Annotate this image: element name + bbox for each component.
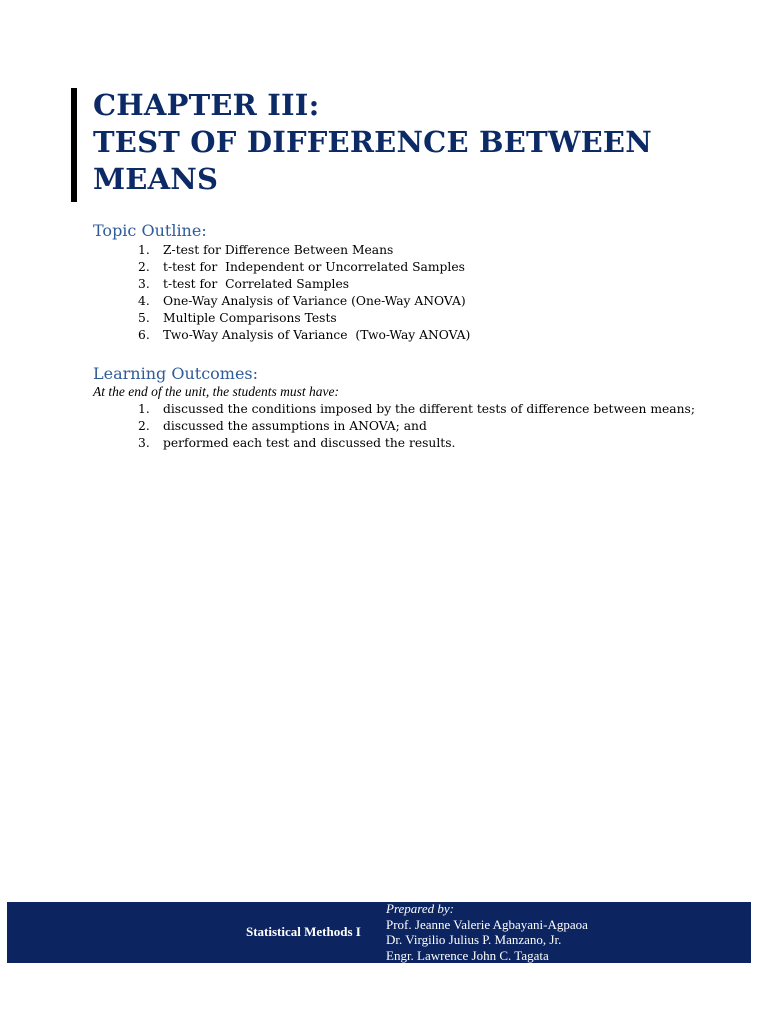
list-item (138, 327, 698, 344)
learning-outcomes-list (138, 401, 698, 452)
list-item (138, 401, 698, 418)
title-accent-bar (71, 88, 77, 202)
list-item-text: t-test for Correlated Samples (163, 277, 350, 291)
list-item-number: 1. (138, 243, 150, 257)
topic-outline-list (138, 242, 698, 344)
list-item-number: 5. (138, 311, 150, 325)
author-name: Engr. Lawrence John C. Tagata (386, 947, 549, 963)
list-item-text: discussed the conditions imposed by the different tests of difference between means; (163, 402, 695, 416)
list-item-number: 6. (138, 328, 150, 342)
course-name: Statistical Methods I (246, 924, 361, 939)
learning-outcomes-intro: At the end of the unit, the students must have: (93, 384, 339, 399)
list-item-number: 3. (138, 277, 150, 291)
list-item-text: Z-test for Difference Between Means (163, 243, 394, 257)
topic-outline-heading: Topic Outline: (93, 221, 207, 240)
list-item-number: 3. (138, 436, 150, 450)
list-item-number: 2. (138, 419, 150, 433)
list-item-text: discussed the assumptions in ANOVA; and (163, 419, 427, 433)
list-item-number: 1. (138, 402, 150, 416)
list-item-text: Multiple Comparisons Tests (163, 311, 337, 325)
list-item (138, 418, 698, 435)
list-item-number: 2. (138, 260, 150, 274)
list-item-text: One-Way Analysis of Variance (One-Way ANOVA) (163, 294, 466, 308)
list-item (138, 242, 698, 259)
chapter-title-line-1: CHAPTER III: (93, 88, 320, 122)
page-footer (7, 902, 751, 963)
author-name: Prof. Jeanne Valerie Agbayani-Agpaoa (386, 916, 588, 932)
prepared-by-label: Prepared by: (386, 901, 454, 916)
list-item (138, 259, 698, 276)
learning-outcomes-heading: Learning Outcomes: (93, 364, 259, 383)
list-item-text: t-test for Independent or Uncorrelated Samples (163, 260, 465, 274)
chapter-title-line-2: TEST OF DIFFERENCE BETWEEN (93, 125, 652, 159)
list-item (138, 276, 698, 293)
chapter-title (93, 87, 733, 198)
list-item (138, 293, 698, 310)
list-item (138, 435, 698, 452)
author-name: Dr. Virgilio Julius P. Manzano, Jr. (386, 932, 562, 948)
list-item (138, 310, 698, 327)
list-item-text: performed each test and discussed the results. (163, 436, 456, 450)
chapter-title-line-3: MEANS (93, 162, 219, 196)
list-item-text: Two-Way Analysis of Variance (Two-Way ANOVA) (163, 328, 471, 342)
list-item-number: 4. (138, 294, 150, 308)
prepared-by-block (386, 901, 588, 963)
